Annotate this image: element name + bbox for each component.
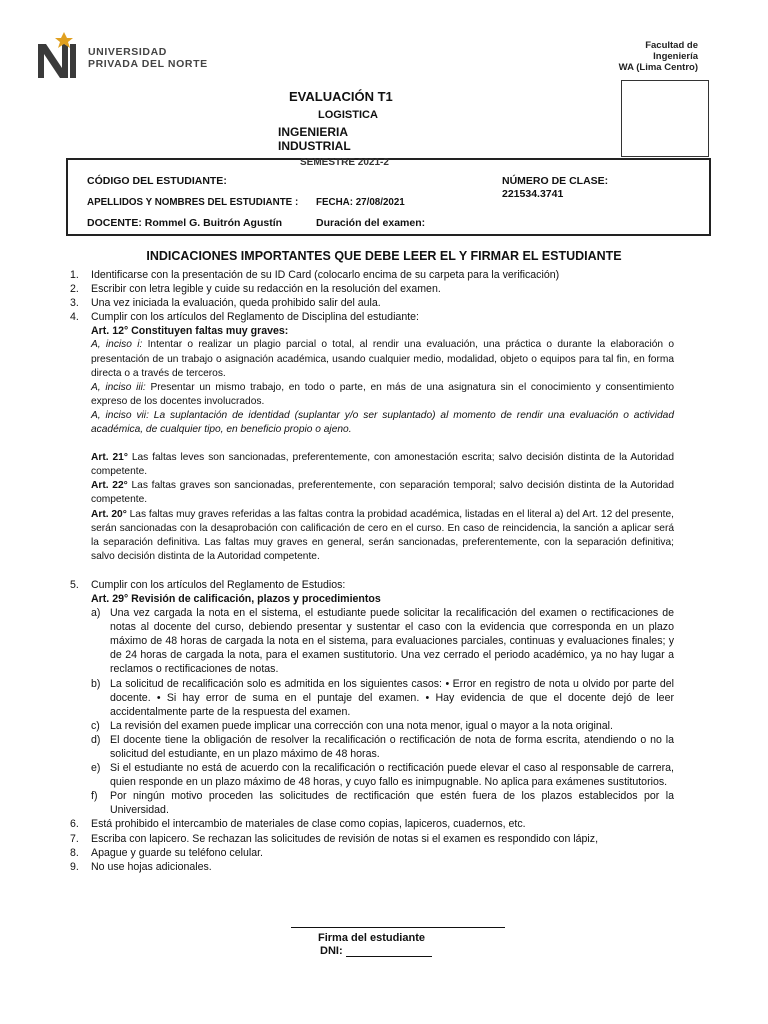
article-21: Art. 21° Las faltas leves son sancionadas, preferentemente, con amonestación escrita; salvo decisión distinta de la Autoridad competente.: [91, 452, 674, 478]
dni-line: [346, 945, 432, 957]
list-item: 8. Apague y guarde su teléfono celular.: [70, 846, 263, 859]
faculty-info: Facultad de Ingeniería WA (Lima Centro): [618, 40, 698, 73]
article-12-title: Art. 12° Constituyen faltas muy graves:: [91, 325, 289, 338]
dni-field: [320, 945, 432, 957]
teacher-name: DOCENTE: Rommel G. Buitrón Agustín: [87, 217, 283, 229]
photo-box: [621, 80, 709, 157]
instructions-title: INDICACIONES IMPORTANTES QUE DEBE LEER EL Y FIRMAR EL ESTUDIANTE: [146, 249, 622, 263]
list-item: 2. Escribir con letra legible y cuide su redacción en la resolución del examen.: [70, 283, 441, 296]
student-names-label: APELLIDOS Y NOMBRES DEL ESTUDIANTE :: [87, 197, 299, 208]
article-12-a-i: A, inciso i: Intentar o realizar un plagio parcial o total, al rendir una evaluación, una práctica o durante la elaboración o presentación de un trabajo o asignación académica, usando cualquier medio, modalidad, objeto o equipos para tal fin, en forma directa o a través de terceros.: [91, 339, 674, 379]
article-29-d: d) El docente tiene la obligación de resolver la recalificación o rectificación de nota de forma escrita, atendiendo o no la solicitud del estudiante, en un plazo máximo de 48 horas.: [91, 733, 674, 760]
article-29-a: a) Una vez cargada la nota en el sistema, el estudiante puede solicitar la recalificación del examen o rectificaciones de notas al docente del curso, debiendo presentar y sustentar el caso con la evidencia que corresponda en un plazo máximo de 48 horas de cargada la nota en el sistema, para evaluaciones parciales, continuas y evaluaciones finales; y de 24 horas de cargada la nota, para el examen sustitutorio. Una vez cerrado el periodo académico, ya no hay lugar a reclamos o rectificaciones de notas.: [91, 607, 674, 676]
university-name: UNIVERSIDAD PRIVADA DEL NORTE: [88, 46, 208, 70]
list-item: 9. No use hojas adicionales.: [70, 860, 212, 873]
article-29-e: e) Si el estudiante no está de acuerdo con la recalificación o rectificación puede elevar el caso al responsable de carrera, quien responde en un plazo máximo de 48 horas, y cuyo fallo es inimpugnable. No aplica para exámenes sustitutorios.: [91, 762, 674, 789]
instructions-list: [70, 268, 674, 874]
article-29-f: f) Por ningún motivo proceden las solicitudes de rectificación que estén fuera de los plazos establecidos por la Universidad.: [91, 790, 674, 817]
article-22: Art. 22° Las faltas graves son sancionadas, preferentemente, con separación temporal; salvo decisión distinta de la Autoridad competente.: [91, 480, 674, 506]
article-20: Art. 20° Las faltas muy graves referidas a las faltas contra la probidad académica, listadas en el literal a) del Art. 12 del presente, serán sancionadas con la desaprobación con calificación de cero en el curso. En caso de reincidencia, la sanción a aplicar será la separación definitiva. Las faltas muy graves en general, serán sancionadas, preferentemente, con la separación definitiva; salvo decisión distinta de la Autoridad competente.: [91, 508, 674, 562]
student-info-box: [66, 158, 711, 236]
class-number-label: NÚMERO DE CLASE:: [502, 175, 609, 187]
signature-label: Firma del estudiante: [318, 932, 425, 944]
list-item: 5. Cumplir con los artículos del Reglamento de Estudios:: [70, 578, 346, 591]
article-12-a-vii: A, inciso vii: La suplantación de identidad (suplantar y/o ser suplantado) al momento de rendir una evaluación o actividad académica, de cualquier tipo, en beneficio propio o ajeno.: [91, 409, 674, 436]
list-item: 4. Cumplir con los artículos del Reglamento de Disciplina del estudiante:: [70, 311, 419, 324]
exam-title: EVALUACIÓN T1: [289, 89, 393, 104]
article-12-a-iii: A, inciso iii: Presentar un mismo trabajo, en todo o parte, en más de una asignatura sin el conocimiento y consentimiento expreso de los docentes involucrados.: [91, 381, 674, 407]
subject-name: LOGISTICA: [318, 109, 378, 121]
list-item: 7. Escriba con lapicero. Se rechazan las solicitudes de revisión de notas si el examen es respondido con lápiz,: [70, 832, 599, 845]
article-29-title: Art. 29° Revisión de calificación, plazos y procedimientos: [91, 592, 381, 605]
article-29-b: b) La solicitud de recalificación solo es admitida en los siguientes casos: • Error en registro de nota u olvido por parte del docente. • Si hay error de suma en el puntaje del examen. • Hay evidencia de que el docente dejó de leer accidentalmente parte de la respuesta del examen.: [91, 677, 674, 718]
list-item: 6. Está prohibido el intercambio de materiales de clase como copias, lapiceros, cuadernos, etc.: [70, 818, 526, 831]
article-29-c: c) La revisión del examen puede implicar una corrección con una nota menor, igual o mayor a la nota original.: [91, 719, 613, 732]
career-name: INGENIERIA INDUSTRIAL: [278, 125, 351, 153]
class-number-value: 221534.3741: [502, 188, 564, 200]
signature-line: [291, 927, 505, 928]
list-item: 1. Identificarse con la presentación de su ID Card (colocarlo encima de su carpeta para la verificación): [70, 269, 560, 281]
student-code-label: CÓDIGO DEL ESTUDIANTE:: [87, 175, 227, 187]
exam-date: FECHA: 27/08/2021: [316, 197, 405, 208]
dni-label: DNI:: [320, 945, 343, 957]
list-item: 3. Una vez iniciada la evaluación, queda prohibido salir del aula.: [70, 297, 381, 310]
semester-label: SEMESTRE 2021-2: [300, 157, 389, 168]
university-logo: [36, 30, 211, 82]
duration-label: Duración del examen:: [316, 217, 426, 229]
upn-logo-icon: [36, 30, 86, 82]
